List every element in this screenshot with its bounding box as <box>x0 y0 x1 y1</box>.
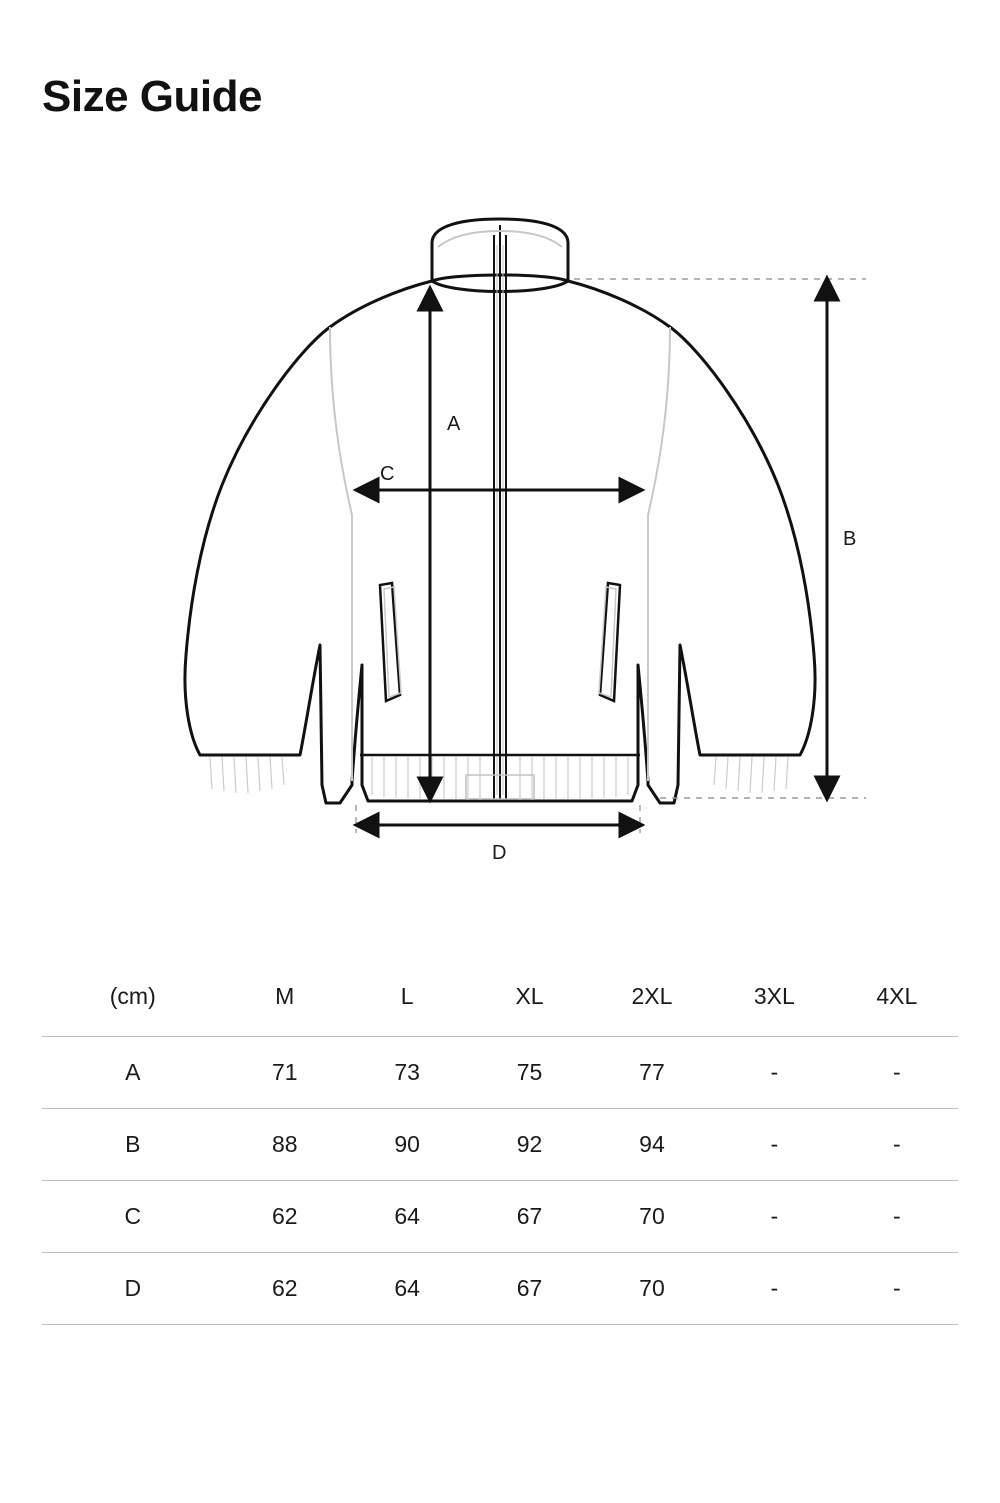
table-header <box>42 975 958 1037</box>
size-header-l: L <box>400 983 414 1009</box>
cell-c-m: 62 <box>271 1203 298 1229</box>
table-header-row <box>42 975 958 1037</box>
cell-d-3xl: - <box>770 1275 779 1301</box>
cell-d-m: 62 <box>271 1275 298 1301</box>
cell-c-4xl: - <box>892 1203 901 1229</box>
cell-a-3xl: - <box>770 1059 779 1085</box>
size-header-2xl: 2XL <box>631 983 673 1009</box>
cell-d-xl: 67 <box>516 1275 543 1301</box>
table-row <box>42 1109 958 1181</box>
cell-d-2xl: 70 <box>639 1275 665 1301</box>
cell-c-2xl: 70 <box>639 1203 665 1229</box>
size-chart-table <box>42 975 958 1325</box>
page-title: Size Guide <box>42 72 262 121</box>
jacket-measurement-diagram <box>0 185 1000 885</box>
cell-c-xl: 67 <box>516 1203 543 1229</box>
unit-header: (cm) <box>109 983 156 1009</box>
size-header-3xl: 3XL <box>753 983 795 1009</box>
cell-b-3xl: - <box>770 1131 779 1157</box>
cell-b-l: 90 <box>394 1131 420 1157</box>
row-label-b: B <box>125 1131 141 1157</box>
svg-text:C: C <box>380 463 395 485</box>
svg-text:B: B <box>843 528 857 550</box>
cell-a-2xl: 77 <box>639 1059 665 1085</box>
cell-d-l: 64 <box>394 1275 420 1301</box>
cell-b-2xl: 94 <box>639 1131 665 1157</box>
size-header-xl: XL <box>515 983 544 1009</box>
size-header-m: M <box>275 983 295 1009</box>
table-row <box>42 1253 958 1325</box>
table-row <box>42 1181 958 1253</box>
cell-b-m: 88 <box>271 1131 298 1157</box>
cell-a-xl: 75 <box>516 1059 543 1085</box>
cell-c-l: 64 <box>394 1203 420 1229</box>
cell-a-4xl: - <box>892 1059 901 1085</box>
cell-a-m: 71 <box>271 1059 298 1085</box>
size-header-4xl: 4XL <box>876 983 918 1009</box>
cell-b-xl: 92 <box>516 1131 543 1157</box>
cell-c-3xl: - <box>770 1203 779 1229</box>
svg-text:A: A <box>447 413 461 435</box>
svg-text:D: D <box>492 842 507 864</box>
table-row <box>42 1037 958 1109</box>
cell-a-l: 73 <box>394 1059 420 1085</box>
row-label-a: A <box>125 1059 141 1085</box>
cell-d-4xl: - <box>892 1275 901 1301</box>
row-label-c: C <box>124 1203 142 1229</box>
row-label-d: D <box>124 1275 142 1301</box>
table-body <box>42 1037 958 1325</box>
cell-b-4xl: - <box>892 1131 901 1157</box>
